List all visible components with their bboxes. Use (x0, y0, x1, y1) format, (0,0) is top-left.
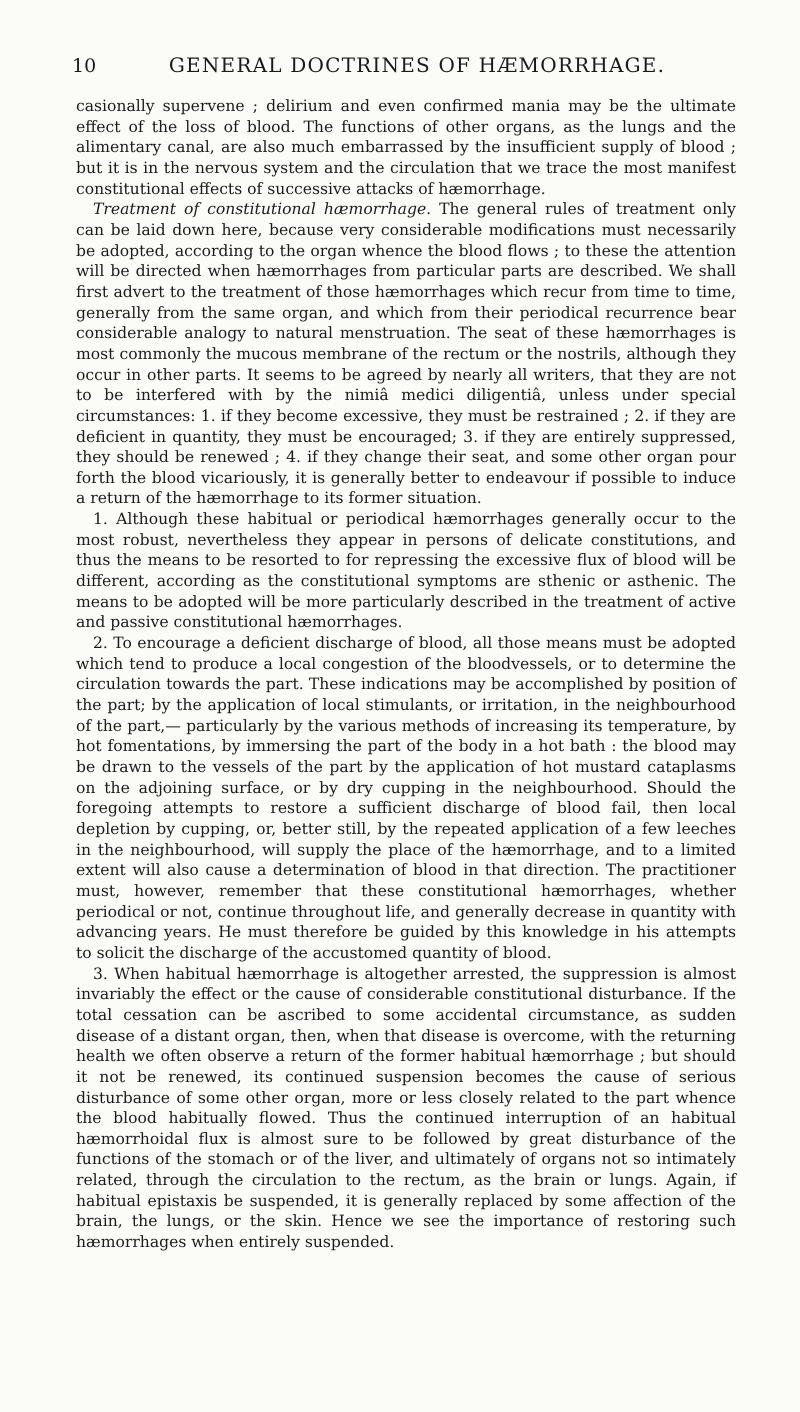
page-number: 10 (72, 55, 97, 77)
paragraph-text: 2. To encourage a deficient discharge of blood, all those means must be adopted which tend to produce a local congestion of the bloodvessels, or to determine the circulation towards the part. These indications may be accomplished by position of the part; by the application of local stimulants, or irritation, in the neighbourhood of the part,— particularly by the various methods of increasing its temperature, by hot fomentations, by immersing the part of the body in a hot bath : the blood may be drawn to the vessels of the part by the application of hot mustard cataplasms on the adjoining surface, or by dry cupping in the neighbourhood. Should the foregoing attempts to restore a sufficient discharge of blood fail, then local depletion by cupping, or, better still, by the repeated application of a few leeches in the neighbourhood, will supply the place of the hæmorrhage, and to a limited extent will also cause a determination of blood in that direction. The practitioner must, however, remember that these constitutional hæmorrhages, whether periodical or not, continue throughout life, and generally decrease in quantity with advancing years. He must therefore be guided by this knowledge in his attempts to solicit the discharge of the accustomed quantity of blood. (76, 634, 736, 962)
running-title: GENERAL DOCTRINES OF HÆMORRHAGE. (168, 53, 666, 77)
paragraph (76, 964, 736, 1253)
paragraph (76, 633, 736, 964)
page-header (72, 53, 732, 83)
section-heading: Treatment of constitutional hæmorrhage. (93, 200, 432, 219)
paragraph (76, 96, 736, 199)
paragraph-text: The general rules of treatment only can be laid down here, because very considerable modifications must necessarily be adopted, according to the organ whence the blood flows ; to these the attention will be directed when hæmorrhages from particular parts are described. We shall first advert to the treatment of those hæmorrhages which recur from time to time, generally from the same organ, and which from their periodical recurrence bear considerable analogy to natural menstruation. The seat of these hæmorrhages is most commonly the mucous membrane of the rectum or the nostrils, although they occur in other parts. It seems to be agreed by nearly all writers, that they are not to be interfered with by the nimiâ medici diligentiâ, unless under special circumstances: 1. if they become excessive, they must be restrained ; 2. if they are deficient in quantity, they must be encouraged; 3. if they are entirely suppressed, they should be renewed ; 4. if they change their seat, and some other organ pour forth the blood vicariously, it is generally better to endeavour if possible to induce a return of the hæmorrhage to its former situation. (76, 200, 736, 508)
paragraph (76, 199, 736, 509)
paragraph-text: 1. Although these habitual or periodical hæmorrhages generally occur to the most robust, nevertheless they appear in persons of delicate constitutions, and thus the means to be resorted to for repressing the excessive flux of blood will be different, according as the constitutional symptoms are sthenic or asthenic. The means to be adopted will be more particularly described in the treatment of active and passive constitutional hæmorrhages. (76, 510, 736, 632)
paragraph (76, 509, 736, 633)
paragraph-text: casionally supervene ; delirium and even confirmed mania may be the ultimate effect of the loss of blood. The functions of other organs, as the lungs and the alimentary canal, are also much embarrassed by the insufficient supply of blood ; but it is in the nervous system and the circulation that we trace the most manifest constitutional effects of successive attacks of hæmorrhage. (76, 97, 736, 198)
body-text (76, 96, 736, 1253)
paragraph-text: 3. When habitual hæmorrhage is altogether arrested, the suppression is almost invariably the effect or the cause of considerable constitutional disturbance. If the total cessation can be ascribed to some accidental circumstance, as sudden disease of a distant organ, then, when that disease is overcome, with the returning health we often observe a return of the former habitual hæmorrhage ; but should it not be renewed, its continued suspension becomes the cause of serious disturbance of some other organ, more or less closely related to the part whence the blood habitually flowed. Thus the continued interruption of an habitual hæmorrhoidal flux is almost sure to be followed by great disturbance of the functions of the stomach or of the liver, and ultimately of organs not so intimately related, through the circulation to the rectum, as the brain or lungs. Again, if habitual epistaxis be suspended, it is generally replaced by some affection of the brain, the lungs, or the skin. Hence we see the importance of restoring such hæmorrhages when entirely suspended. (76, 964, 736, 1252)
